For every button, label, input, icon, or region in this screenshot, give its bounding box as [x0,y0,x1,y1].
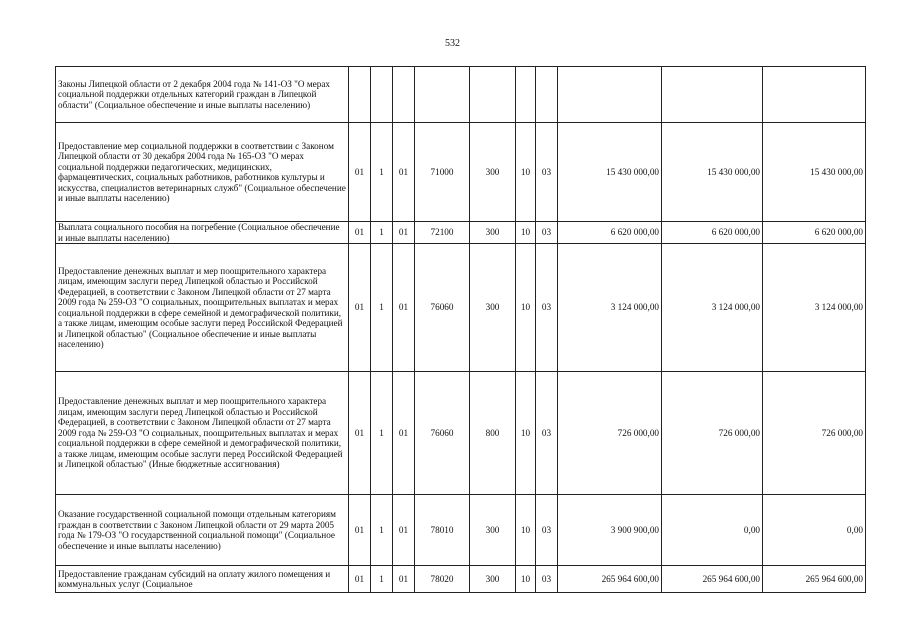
amount-cell-a2: 726 000,00 [662,372,763,495]
amount-cell-a2: 15 430 000,00 [662,123,763,222]
row-description: Оказание государственной социальной помощи отдельным категориям граждан в соответствии с Законом Липецкой области от 29 марта 2005 года № 179-ОЗ "О государственной социальной помощи" (Социальное обеспечение и иные выплаты населению) [56,495,349,566]
code-cell-c6: 10 [516,123,536,222]
amount-cell-a1: 15 430 000,00 [558,123,662,222]
code-cell-c3: 01 [393,222,415,244]
table-row [56,222,866,244]
table-row [56,244,866,372]
code-cell-c4: 72100 [415,222,470,244]
code-cell-c1: 01 [349,566,371,593]
code-cell-c4: 71000 [415,123,470,222]
amount-cell-a2: 3 124 000,00 [662,244,763,372]
code-cell-c1 [349,67,371,123]
amount-cell-a1: 6 620 000,00 [558,222,662,244]
code-cell-c6: 10 [516,222,536,244]
amount-cell-a1: 3 124 000,00 [558,244,662,372]
amount-cell-a2: 0,00 [662,495,763,566]
code-cell-c6 [516,67,536,123]
code-cell-c6: 10 [516,495,536,566]
code-cell-c3: 01 [393,495,415,566]
code-cell-c1: 01 [349,495,371,566]
code-cell-c3: 01 [393,123,415,222]
amount-cell-a3: 6 620 000,00 [763,222,866,244]
row-description: Предоставление денежных выплат и мер поощрительного характера лицам, имеющим заслуги перед Липецкой областью и Российской Федерацией, в соответствии с Законом Липецкой области от 27 марта 2009 года № 259-ОЗ "О социальных, поощрительных выплатах и мерах социальной поддержки в сфере семейной и демографической политики, а также лицам, имеющим особые заслуги перед Российской Федерацией и Липецкой областью" (Иные бюджетные ассигнования) [56,372,349,495]
code-cell-c4: 76060 [415,372,470,495]
table-row [56,67,866,123]
amount-cell-a2: 6 620 000,00 [662,222,763,244]
code-cell-c7: 03 [536,123,558,222]
code-cell-c1: 01 [349,372,371,495]
amount-cell-a3: 3 124 000,00 [763,244,866,372]
budget-table [55,66,866,593]
code-cell-c7: 03 [536,372,558,495]
code-cell-c4: 78010 [415,495,470,566]
code-cell-c7: 03 [536,495,558,566]
code-cell-c1: 01 [349,123,371,222]
table-row [56,123,866,222]
row-description: Выплата социального пособия на погребение (Социальное обеспечение и иные выплаты населению) [56,222,349,244]
amount-cell-a3: 0,00 [763,495,866,566]
row-description: Предоставление денежных выплат и мер поощрительного характера лицам, имеющим заслуги перед Липецкой областью и Российской Федерацией, в соответствии с Законом Липецкой области от 27 марта 2009 года № 259-ОЗ "О социальных, поощрительных выплатах и мерах социальной поддержки в сфере семейной и демографической политики, а также лицам, имеющим особые заслуги перед Российской Федерацией и Липецкой областью" (Социальное обеспечение и иные выплаты населению) [56,244,349,372]
code-cell-c2: 1 [371,123,393,222]
amount-cell-a3: 15 430 000,00 [763,123,866,222]
row-description: Предоставление мер социальной поддержки в соответствии с Законом Липецкой области от 30 декабря 2004 года № 165-ОЗ "О мерах социальной поддержки педагогических, медицинских, фармацевтических, социальных работников, работников культуры и искусства, специалистов ветеринарных служб" (Социальное обеспечение и иные выплаты населению) [56,123,349,222]
amount-cell-a3 [763,67,866,123]
code-cell-c7: 03 [536,222,558,244]
code-cell-c2: 1 [371,495,393,566]
code-cell-c7 [536,67,558,123]
code-cell-c4: 76060 [415,244,470,372]
code-cell-c1: 01 [349,222,371,244]
code-cell-c3: 01 [393,244,415,372]
code-cell-c7: 03 [536,244,558,372]
table-row [56,372,866,495]
code-cell-c5 [470,67,516,123]
code-cell-c5: 300 [470,222,516,244]
code-cell-c3: 01 [393,372,415,495]
code-cell-c2: 1 [371,566,393,593]
code-cell-c5: 300 [470,495,516,566]
code-cell-c2 [371,67,393,123]
code-cell-c5: 300 [470,244,516,372]
code-cell-c6: 10 [516,372,536,495]
row-description: Предоставление гражданам субсидий на оплату жилого помещения и коммунальных услуг (Социальное [56,566,349,593]
code-cell-c2: 1 [371,244,393,372]
amount-cell-a3: 265 964 600,00 [763,566,866,593]
amount-cell-a1 [558,67,662,123]
code-cell-c5: 800 [470,372,516,495]
row-description: Законы Липецкой области от 2 декабря 2004 года № 141-ОЗ "О мерах социальной поддержки отдельных категорий граждан в Липецкой области" (Социальное обеспечение и иные выплаты населению) [56,67,349,123]
table-row [56,495,866,566]
amount-cell-a2 [662,67,763,123]
code-cell-c6: 10 [516,566,536,593]
code-cell-c6: 10 [516,244,536,372]
amount-cell-a3: 726 000,00 [763,372,866,495]
code-cell-c1: 01 [349,244,371,372]
code-cell-c2: 1 [371,372,393,495]
amount-cell-a1: 3 900 900,00 [558,495,662,566]
code-cell-c3 [393,67,415,123]
code-cell-c5: 300 [470,566,516,593]
page-number: 532 [445,38,460,49]
code-cell-c7: 03 [536,566,558,593]
amount-cell-a2: 265 964 600,00 [662,566,763,593]
amount-cell-a1: 265 964 600,00 [558,566,662,593]
amount-cell-a1: 726 000,00 [558,372,662,495]
table-row [56,566,866,593]
code-cell-c2: 1 [371,222,393,244]
code-cell-c3: 01 [393,566,415,593]
code-cell-c5: 300 [470,123,516,222]
code-cell-c4: 78020 [415,566,470,593]
code-cell-c4 [415,67,470,123]
